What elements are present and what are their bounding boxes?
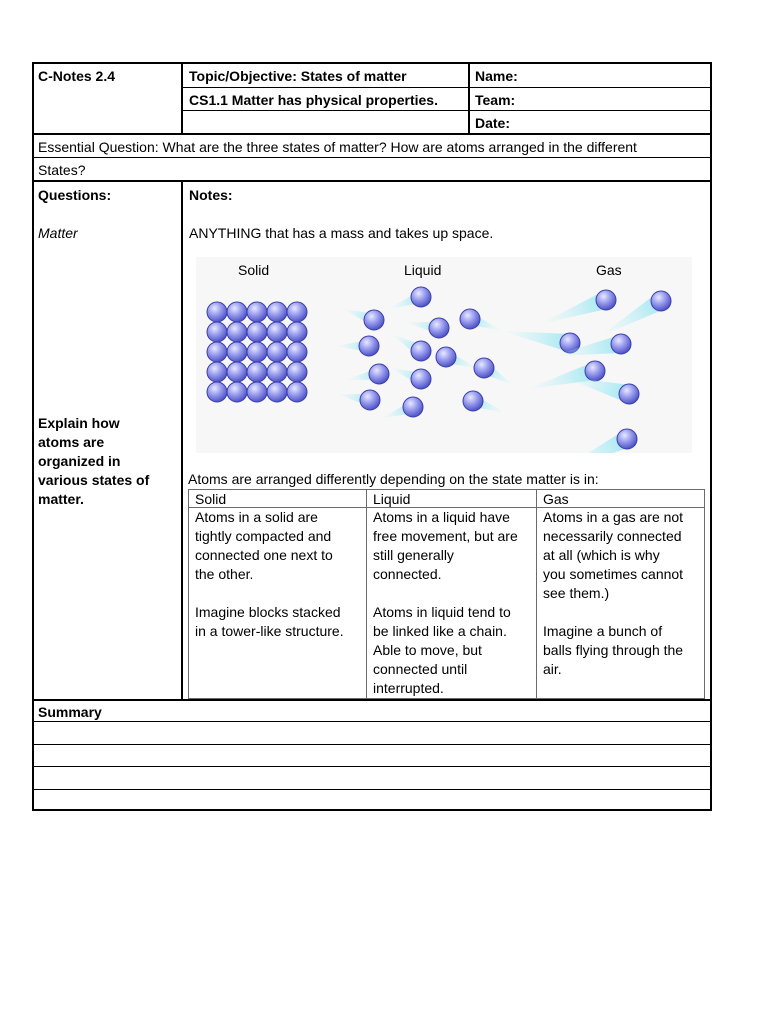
- gas-atom: [617, 429, 637, 449]
- matter-term: Matter: [38, 225, 78, 241]
- solid-atom: [227, 302, 247, 322]
- summary-line-1: [32, 721, 712, 722]
- solid-diagram: [207, 302, 307, 402]
- liquid-atom: [411, 287, 431, 307]
- table-cell-gas: Atoms in a gas are not necessarily connected at all (which is why you sometimes cannot see them.) Imagine a bunch of balls flying through the air.: [543, 509, 684, 677]
- summary-line-2: [32, 744, 712, 745]
- solid-atom: [267, 342, 287, 362]
- border-right: [710, 62, 712, 811]
- liquid-atom: [360, 390, 380, 410]
- solid-atom: [227, 382, 247, 402]
- table-header-gas: Gas: [543, 491, 569, 507]
- explain-question: [38, 414, 149, 509]
- explain-line: atoms are: [38, 434, 105, 450]
- liquid-atom: [369, 364, 389, 384]
- table-header-liquid: Liquid: [373, 491, 411, 507]
- solid-atom: [247, 302, 267, 322]
- rule-header-1: [182, 87, 712, 88]
- explain-line: matter.: [38, 491, 84, 507]
- gas-diagram: [500, 290, 671, 453]
- rule-col-header: [181, 62, 183, 134]
- solid-atom: [207, 382, 227, 402]
- essential-question-line-2: States?: [38, 162, 86, 178]
- liquid-atom: [429, 318, 449, 338]
- solid-atom: [207, 362, 227, 382]
- matter-definition: ANYTHING that has a mass and takes up space.: [189, 225, 494, 241]
- solid-atom: [227, 322, 247, 342]
- date-label: Date:: [475, 115, 511, 131]
- solid-atom: [227, 362, 247, 382]
- gas-atom: [611, 334, 631, 354]
- rule-summary-top: [32, 699, 712, 701]
- solid-label: Solid: [238, 262, 270, 278]
- solid-atom: [247, 322, 267, 342]
- name-label: Name:: [475, 68, 518, 84]
- solid-atom: [287, 302, 307, 322]
- notes-label: Notes:: [189, 187, 233, 203]
- states-diagram-svg: [196, 257, 692, 453]
- topic-objective: Topic/Objective: States of matter: [189, 68, 407, 84]
- border-top: [32, 62, 712, 64]
- solid-atom: [227, 342, 247, 362]
- rule-header-bottom: [32, 133, 712, 135]
- liquid-label: Liquid: [404, 262, 442, 278]
- solid-atom: [267, 382, 287, 402]
- solid-atom: [267, 302, 287, 322]
- explain-line: organized in: [38, 453, 121, 469]
- states-table-col-rule-2: [536, 489, 537, 698]
- solid-atom: [267, 322, 287, 342]
- liquid-atom: [463, 391, 483, 411]
- explain-line: Explain how: [38, 415, 120, 431]
- solid-atom: [247, 342, 267, 362]
- solid-atom: [287, 382, 307, 402]
- summary-label: Summary: [38, 704, 102, 720]
- solid-atom: [207, 342, 227, 362]
- essential-question-line-1: Essential Question: What are the three states of matter? How are atoms arranged in the different: [38, 139, 637, 155]
- gas-atom: [619, 384, 639, 404]
- liquid-atom: [460, 309, 480, 329]
- solid-atom: [207, 302, 227, 322]
- rule-header-2: [182, 110, 712, 111]
- liquid-atom: [411, 369, 431, 389]
- states-diagram: [196, 257, 692, 453]
- gas-label: Gas: [596, 262, 622, 278]
- solid-atom: [267, 362, 287, 382]
- solid-atom: [287, 362, 307, 382]
- liquid-diagram: [335, 287, 516, 424]
- table-cell-liquid: Atoms in a liquid have free movement, but are still generally connected. Atoms in liquid tend to be linked like a chain. Able to move, but connected until interrupted.: [373, 509, 518, 696]
- states-table-col-rule-1: [366, 489, 367, 698]
- liquid-atom: [364, 310, 384, 330]
- summary-line-3: [32, 766, 712, 767]
- summary-line-4: [32, 789, 712, 790]
- gas-atom: [651, 291, 671, 311]
- questions-label: Questions:: [38, 187, 112, 203]
- cnotes-label: C-Notes 2.4: [38, 68, 116, 84]
- arrangement-intro: Atoms are arranged differently depending on the state matter is in:: [188, 471, 599, 487]
- liquid-atom: [359, 336, 379, 356]
- solid-atom: [247, 362, 267, 382]
- border-bottom: [32, 809, 712, 811]
- rule-eq-mid: [32, 157, 712, 158]
- table-cell-solid: Atoms in a solid are tightly compacted and connected one next to the other. Imagine blocks stacked in a tower-like structure.: [195, 509, 344, 639]
- liquid-atom: [436, 347, 456, 367]
- border-left: [32, 62, 34, 811]
- liquid-atom: [411, 341, 431, 361]
- table-header-solid: Solid: [195, 491, 227, 507]
- gas-atom: [585, 361, 605, 381]
- solid-atom: [247, 382, 267, 402]
- gas-atom: [596, 290, 616, 310]
- standard-text: CS1.1 Matter has physical properties.: [189, 92, 438, 108]
- liquid-atom: [474, 358, 494, 378]
- solid-atom: [287, 342, 307, 362]
- liquid-atom: [403, 397, 423, 417]
- solid-atom: [207, 322, 227, 342]
- rule-col-name: [468, 62, 470, 134]
- rule-col-questions: [181, 180, 183, 700]
- rule-eq-bottom: [32, 180, 712, 182]
- solid-atom: [287, 322, 307, 342]
- explain-line: various states of: [38, 472, 150, 488]
- team-label: Team:: [475, 92, 516, 108]
